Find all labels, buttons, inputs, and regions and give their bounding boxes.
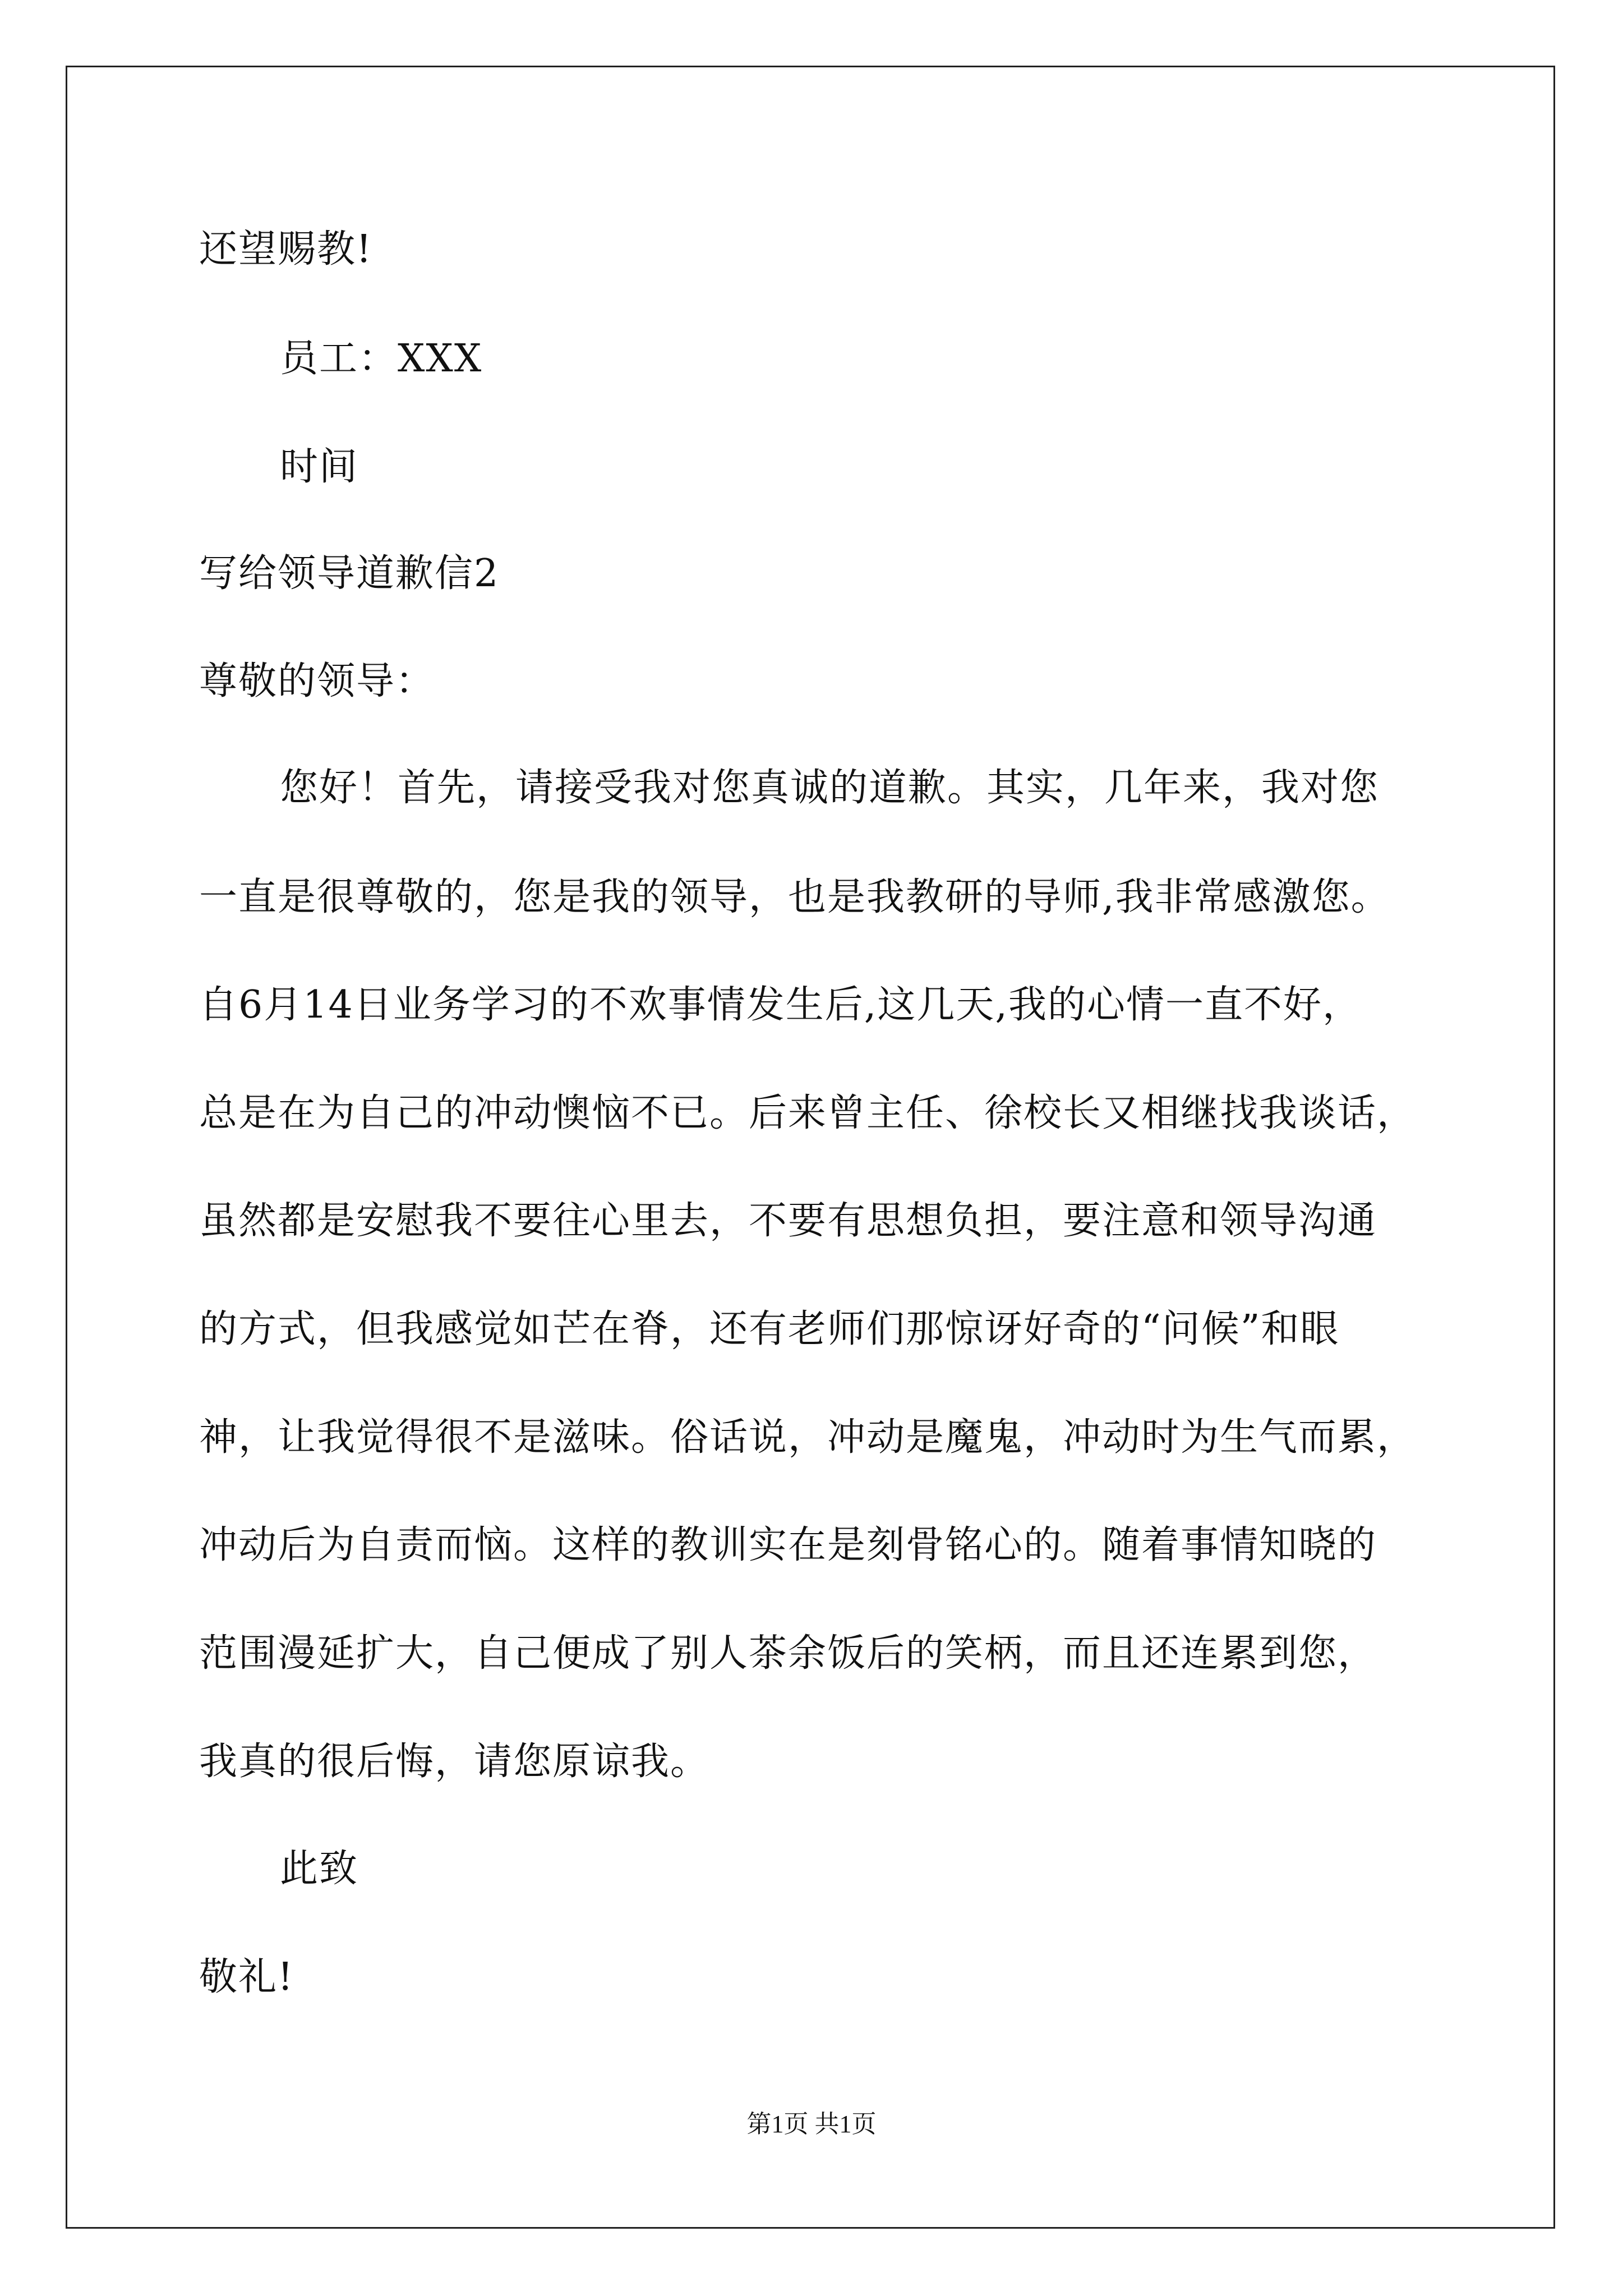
body-paragraph-line: 总是在为自己的冲动懊恼不已。后来曾主任、徐校长又相继找我谈话， (199, 1091, 1417, 1135)
body-paragraph-line: 的方式，但我感觉如芒在脊，还有老师们那惊讶好奇的“问候”和眼 (199, 1307, 1340, 1351)
body-paragraph-line: 范围漫延扩大，自己便成了别人茶余饭后的笑柄，而且还连累到您， (199, 1631, 1377, 1676)
body-paragraph-line: 冲动后为自责而恼。这样的教训实在是刻骨铭心的。随着事情知晓的 (199, 1523, 1377, 1567)
body-paragraph-line: 虽然都是安慰我不要往心里去，不要有思想负担，要注意和领导沟通 (199, 1199, 1377, 1243)
page-border (66, 66, 1555, 2229)
section-title: 写给领导道歉信2 (199, 551, 500, 596)
salutation: 尊敬的领导： (199, 659, 435, 703)
body-paragraph-line: 我真的很后悔，请您原谅我。 (199, 1740, 710, 1784)
body-paragraph-line: 一直是很尊敬的，您是我的领导，也是我教研的导师,我非常感激您。 (199, 875, 1390, 919)
date-line: 时间 (280, 445, 359, 489)
closing-request: 还望赐教! (199, 227, 373, 272)
closing-regards: 敬礼! (199, 1955, 294, 1999)
body-paragraph-line: 您好！首先，请接受我对您真诚的道歉。其实，几年来，我对您 (280, 766, 1380, 810)
body-paragraph-line: 自6月14日业务学习的不欢事情发生后,这几天,我的心情一直不好， (199, 983, 1362, 1027)
closing-phrase: 此致 (280, 1847, 359, 1891)
page-number-footer: 第1页 共1页 (746, 2110, 877, 2138)
employee-signature: 员工：XXX (280, 337, 483, 381)
body-paragraph-line: 神，让我觉得很不是滋味。俗话说，冲动是魔鬼，冲动时为生气而累， (199, 1415, 1417, 1460)
